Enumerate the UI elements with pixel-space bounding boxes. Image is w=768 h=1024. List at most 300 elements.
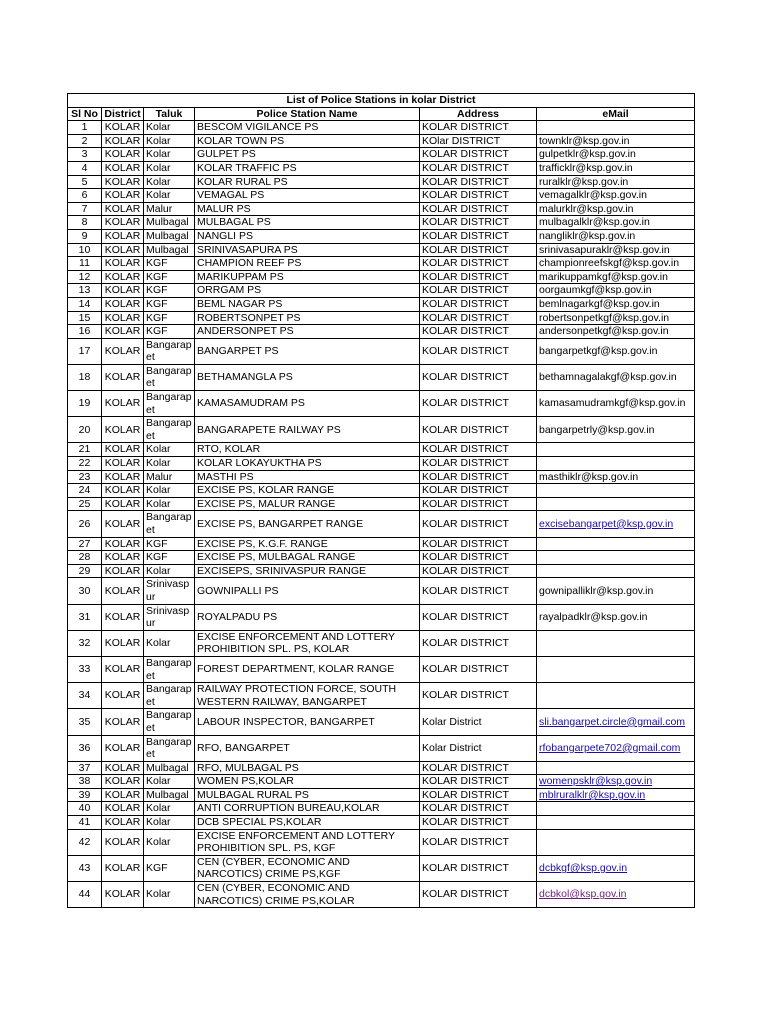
cell-taluk: Bangarapet [144,364,195,390]
cell-email [537,630,695,656]
cell-station-name: ORRGAM PS [195,284,420,298]
cell-station-name: EXCISE PS, MALUR RANGE [195,497,420,511]
table-row [68,325,695,339]
cell-sl-no: 9 [68,229,102,243]
cell-district: KOLAR [102,148,144,162]
table-row [68,578,695,604]
cell-address: KOLAR DISTRICT [420,656,537,682]
cell-email: robertsonpetkgf@ksp.gov.in [537,311,695,325]
cell-sl-no: 5 [68,175,102,189]
cell-email [537,775,695,789]
cell-email [537,564,695,578]
table-row [68,229,695,243]
table-row [68,630,695,656]
cell-email [537,537,695,551]
cell-station-name: EXCISE ENFORCEMENT AND LOTTERY PROHIBITION SPL. PS, KGF [195,829,420,855]
cell-taluk: Bangarapet [144,656,195,682]
cell-sl-no: 10 [68,243,102,257]
cell-sl-no: 32 [68,630,102,656]
cell-taluk: Mulbagal [144,229,195,243]
cell-address: KOLAR DISTRICT [420,391,537,417]
cell-sl-no: 35 [68,709,102,735]
cell-address: KOLAR DISTRICT [420,325,537,339]
table-row [68,484,695,498]
cell-taluk: Mulbagal [144,761,195,775]
table-row [68,802,695,816]
table-row [68,148,695,162]
cell-email: malurklr@ksp.gov.in [537,202,695,216]
cell-address: KOLAR DISTRICT [420,338,537,364]
table-row [68,161,695,175]
cell-address: KOLAR DISTRICT [420,537,537,551]
cell-district: KOLAR [102,161,144,175]
cell-sl-no: 2 [68,134,102,148]
cell-station-name: KOLAR RURAL PS [195,175,420,189]
cell-taluk: KGF [144,311,195,325]
cell-district: KOLAR [102,497,144,511]
cell-email: bangarpetkgf@ksp.gov.in [537,338,695,364]
cell-address: KOLAR DISTRICT [420,683,537,709]
cell-sl-no: 33 [68,656,102,682]
cell-district: KOLAR [102,656,144,682]
cell-address: KOLAR DISTRICT [420,189,537,203]
cell-sl-no: 14 [68,297,102,311]
cell-address: KOLAR DISTRICT [420,761,537,775]
cell-taluk: Kolar [144,443,195,457]
cell-email: bethamnagalakgf@ksp.gov.in [537,364,695,390]
cell-taluk: KGF [144,551,195,565]
cell-email: oorgaumkgf@ksp.gov.in [537,284,695,298]
cell-taluk: Bangarapet [144,338,195,364]
table-row [68,391,695,417]
cell-taluk: Bangarapet [144,683,195,709]
cell-sl-no: 17 [68,338,102,364]
cell-taluk: Kolar [144,457,195,471]
cell-email: masthiklr@ksp.gov.in [537,470,695,484]
cell-email [537,882,695,908]
cell-email: andersonpetkgf@ksp.gov.in [537,325,695,339]
cell-district: KOLAR [102,735,144,761]
cell-taluk: Mulbagal [144,216,195,230]
cell-taluk: Kolar [144,134,195,148]
cell-district: KOLAR [102,417,144,443]
table-row [68,882,695,908]
table-row [68,761,695,775]
cell-sl-no: 27 [68,537,102,551]
cell-address: KOLAR DISTRICT [420,788,537,802]
cell-taluk: Mulbagal [144,243,195,257]
cell-district: KOLAR [102,761,144,775]
cell-address: KOLAR DISTRICT [420,417,537,443]
cell-district: KOLAR [102,551,144,565]
cell-sl-no: 21 [68,443,102,457]
header-address: Address [420,107,537,121]
table-row [68,683,695,709]
cell-email: srinivasapuraklr@ksp.gov.in [537,243,695,257]
cell-email: vemagalklr@ksp.gov.in [537,189,695,203]
cell-address: KOLAR DISTRICT [420,551,537,565]
cell-station-name: EXCISE PS, BANGARPET RANGE [195,511,420,537]
table-row [68,338,695,364]
cell-sl-no: 30 [68,578,102,604]
cell-sl-no: 4 [68,161,102,175]
table-title: List of Police Stations in kolar District [68,94,695,108]
table-row [68,604,695,630]
cell-sl-no: 25 [68,497,102,511]
table-row [68,829,695,855]
cell-address: KOLAR DISTRICT [420,175,537,189]
cell-email [537,457,695,471]
cell-address: KOLAR DISTRICT [420,270,537,284]
cell-taluk: Malur [144,202,195,216]
cell-email: nangliklr@ksp.gov.in [537,229,695,243]
header-station-name: Police Station Name [195,107,420,121]
cell-email [537,855,695,881]
cell-station-name: KOLAR TOWN PS [195,134,420,148]
cell-taluk: KGF [144,325,195,339]
cell-taluk: KGF [144,284,195,298]
cell-district: KOLAR [102,604,144,630]
table-row [68,788,695,802]
cell-email [537,829,695,855]
cell-district: KOLAR [102,134,144,148]
cell-address: KOLAR DISTRICT [420,564,537,578]
cell-sl-no: 37 [68,761,102,775]
header-taluk: Taluk [144,107,195,121]
cell-sl-no: 41 [68,816,102,830]
cell-address: KOLAR DISTRICT [420,604,537,630]
cell-district: KOLAR [102,189,144,203]
cell-district: KOLAR [102,229,144,243]
cell-taluk: KGF [144,855,195,881]
cell-district: KOLAR [102,443,144,457]
cell-station-name: DCB SPECIAL PS,KOLAR [195,816,420,830]
cell-email: kamasamudramkgf@ksp.gov.in [537,391,695,417]
cell-taluk: KGF [144,270,195,284]
cell-address: KOLAR DISTRICT [420,855,537,881]
cell-address: Kolar District [420,735,537,761]
cell-sl-no: 23 [68,470,102,484]
email-link[interactable]: mblruralklr@ksp.gov.in [539,788,646,801]
cell-email [537,788,695,802]
cell-station-name: LABOUR INSPECTOR, BANGARPET [195,709,420,735]
cell-sl-no: 18 [68,364,102,390]
email-link[interactable]: rfobangarpete702@gmail.com [539,741,681,754]
cell-taluk: KGF [144,297,195,311]
cell-station-name: ROBERTSONPET PS [195,311,420,325]
cell-sl-no: 28 [68,551,102,565]
cell-station-name: KOLAR LOKAYUKTHA PS [195,457,420,471]
cell-email: gownipalliklr@ksp.gov.in [537,578,695,604]
cell-station-name: FOREST DEPARTMENT, KOLAR RANGE [195,656,420,682]
cell-district: KOLAR [102,284,144,298]
cell-email: townklr@ksp.gov.in [537,134,695,148]
cell-station-name: MASTHI PS [195,470,420,484]
cell-district: KOLAR [102,364,144,390]
cell-district: KOLAR [102,121,144,135]
cell-district: KOLAR [102,457,144,471]
cell-sl-no: 31 [68,604,102,630]
cell-address: KOLAR DISTRICT [420,497,537,511]
cell-email [537,484,695,498]
cell-station-name: EXCISEPS, SRINIVASPUR RANGE [195,564,420,578]
cell-district: KOLAR [102,325,144,339]
table-row [68,443,695,457]
cell-district: KOLAR [102,630,144,656]
header-row [68,107,695,121]
cell-sl-no: 38 [68,775,102,789]
cell-district: KOLAR [102,709,144,735]
cell-taluk: Kolar [144,497,195,511]
table-row [68,175,695,189]
cell-district: KOLAR [102,484,144,498]
cell-station-name: BANGARPET PS [195,338,420,364]
cell-sl-no: 42 [68,829,102,855]
cell-sl-no: 7 [68,202,102,216]
cell-sl-no: 24 [68,484,102,498]
cell-station-name: ROYALPADU PS [195,604,420,630]
cell-email: championreefskgf@ksp.gov.in [537,257,695,271]
cell-taluk: Bangarapet [144,735,195,761]
cell-station-name: NANGLI PS [195,229,420,243]
cell-district: KOLAR [102,829,144,855]
cell-address: Kolar District [420,709,537,735]
cell-taluk: Bangarapet [144,391,195,417]
cell-address: KOLAR DISTRICT [420,511,537,537]
table-row [68,457,695,471]
cell-address: KOLAR DISTRICT [420,630,537,656]
cell-station-name: MARIKUPPAM PS [195,270,420,284]
table-row [68,735,695,761]
cell-sl-no: 40 [68,802,102,816]
cell-taluk: Srinivaspur [144,578,195,604]
cell-sl-no: 12 [68,270,102,284]
cell-station-name: SRINIVASAPURA PS [195,243,420,257]
cell-station-name: MALUR PS [195,202,420,216]
police-stations-table [67,93,695,908]
cell-taluk: Kolar [144,630,195,656]
cell-sl-no: 43 [68,855,102,881]
cell-email: mulbagalklr@ksp.gov.in [537,216,695,230]
cell-sl-no: 16 [68,325,102,339]
cell-address: KOLAR DISTRICT [420,882,537,908]
cell-email [537,761,695,775]
cell-sl-no: 34 [68,683,102,709]
cell-district: KOLAR [102,391,144,417]
cell-email [537,802,695,816]
cell-address: KOLAR DISTRICT [420,216,537,230]
cell-station-name: BETHAMANGLA PS [195,364,420,390]
cell-station-name: WOMEN PS,KOLAR [195,775,420,789]
cell-district: KOLAR [102,311,144,325]
email-link[interactable]: womenpsklr@ksp.gov.in [539,775,653,788]
cell-sl-no: 20 [68,417,102,443]
cell-station-name: GOWNIPALLI PS [195,578,420,604]
table-row [68,202,695,216]
cell-address: KOLAR DISTRICT [420,470,537,484]
email-link[interactable]: sli.bangarpet.circle@gmail.com [539,715,686,728]
cell-address: KOlar DISTRICT [420,134,537,148]
cell-sl-no: 19 [68,391,102,417]
table-row [68,470,695,484]
table-row [68,417,695,443]
cell-station-name: CHAMPION REEF PS [195,257,420,271]
cell-taluk: Kolar [144,775,195,789]
cell-sl-no: 26 [68,511,102,537]
cell-district: KOLAR [102,216,144,230]
cell-taluk: Kolar [144,148,195,162]
cell-district: KOLAR [102,788,144,802]
cell-station-name: KOLAR TRAFFIC PS [195,161,420,175]
cell-station-name: RAILWAY PROTECTION FORCE, SOUTH WESTERN RAILWAY, BANGARPET [195,683,420,709]
cell-email: ruralklr@ksp.gov.in [537,175,695,189]
cell-district: KOLAR [102,564,144,578]
cell-station-name: RFO, BANGARPET [195,735,420,761]
table-row [68,551,695,565]
cell-address: KOLAR DISTRICT [420,443,537,457]
cell-district: KOLAR [102,257,144,271]
cell-taluk: Kolar [144,484,195,498]
table-row [68,497,695,511]
cell-address: KOLAR DISTRICT [420,243,537,257]
cell-district: KOLAR [102,578,144,604]
cell-address: KOLAR DISTRICT [420,284,537,298]
cell-taluk: Bangarapet [144,709,195,735]
cell-district: KOLAR [102,175,144,189]
cell-station-name: CEN (CYBER, ECONOMIC AND NARCOTICS) CRIME PS,KGF [195,855,420,881]
cell-email [537,683,695,709]
cell-email: trafficklr@ksp.gov.in [537,161,695,175]
cell-address: KOLAR DISTRICT [420,829,537,855]
cell-sl-no: 39 [68,788,102,802]
cell-email: marikuppamkgf@ksp.gov.in [537,270,695,284]
email-link[interactable]: dcbkol@ksp.gov.in [539,888,627,901]
cell-district: KOLAR [102,297,144,311]
cell-district: KOLAR [102,882,144,908]
header-email: eMail [537,107,695,121]
table-row [68,656,695,682]
cell-station-name: EXCISE PS, MULBAGAL RANGE [195,551,420,565]
cell-email: rayalpadklr@ksp.gov.in [537,604,695,630]
table-row [68,816,695,830]
cell-district: KOLAR [102,202,144,216]
cell-address: KOLAR DISTRICT [420,202,537,216]
cell-district: KOLAR [102,537,144,551]
cell-taluk: Kolar [144,802,195,816]
cell-sl-no: 6 [68,189,102,203]
cell-email [537,121,695,135]
cell-station-name: EXCISE PS, K.G.F. RANGE [195,537,420,551]
cell-taluk: Malur [144,470,195,484]
cell-taluk: Bangarapet [144,511,195,537]
cell-district: KOLAR [102,338,144,364]
table-row [68,243,695,257]
table-row [68,121,695,135]
cell-station-name: ANTI CORRUPTION BUREAU,KOLAR [195,802,420,816]
cell-email [537,656,695,682]
cell-email [537,511,695,537]
cell-email [537,497,695,511]
cell-email [537,735,695,761]
cell-taluk: Kolar [144,161,195,175]
table-row [68,511,695,537]
cell-address: KOLAR DISTRICT [420,775,537,789]
cell-district: KOLAR [102,855,144,881]
cell-station-name: ANDERSONPET PS [195,325,420,339]
cell-taluk: Kolar [144,564,195,578]
table-row [68,297,695,311]
cell-station-name: GULPET PS [195,148,420,162]
email-link[interactable]: excisebangarpet@ksp.gov.in [539,517,674,530]
cell-taluk: KGF [144,257,195,271]
cell-taluk: Mulbagal [144,788,195,802]
table-row [68,257,695,271]
cell-address: KOLAR DISTRICT [420,311,537,325]
cell-taluk: Kolar [144,829,195,855]
cell-sl-no: 8 [68,216,102,230]
cell-district: KOLAR [102,511,144,537]
cell-station-name: RTO, KOLAR [195,443,420,457]
table-row [68,134,695,148]
cell-sl-no: 15 [68,311,102,325]
cell-taluk: KGF [144,537,195,551]
cell-district: KOLAR [102,775,144,789]
table-row [68,189,695,203]
cell-station-name: CEN (CYBER, ECONOMIC AND NARCOTICS) CRIME PS,KOLAR [195,882,420,908]
cell-taluk: Kolar [144,121,195,135]
email-link[interactable]: dcbkgf@ksp.gov.in [539,862,628,875]
cell-taluk: Kolar [144,882,195,908]
cell-address: KOLAR DISTRICT [420,297,537,311]
cell-sl-no: 3 [68,148,102,162]
cell-district: KOLAR [102,470,144,484]
cell-sl-no: 11 [68,257,102,271]
cell-station-name: BEML NAGAR PS [195,297,420,311]
cell-station-name: EXCISE ENFORCEMENT AND LOTTERY PROHIBITION SPL. PS, KOLAR [195,630,420,656]
cell-address: KOLAR DISTRICT [420,802,537,816]
cell-district: KOLAR [102,270,144,284]
cell-station-name: EXCISE PS, KOLAR RANGE [195,484,420,498]
cell-district: KOLAR [102,243,144,257]
cell-taluk: Bangarapet [144,417,195,443]
cell-district: KOLAR [102,816,144,830]
cell-address: KOLAR DISTRICT [420,161,537,175]
cell-email: bangarpetrly@ksp.gov.in [537,417,695,443]
table-row [68,855,695,881]
cell-sl-no: 36 [68,735,102,761]
cell-address: KOLAR DISTRICT [420,484,537,498]
cell-sl-no: 29 [68,564,102,578]
cell-email [537,551,695,565]
cell-station-name: VEMAGAL PS [195,189,420,203]
header-district: District [102,107,144,121]
cell-taluk: Srinivaspur [144,604,195,630]
cell-sl-no: 22 [68,457,102,471]
table-row [68,311,695,325]
cell-station-name: KAMASAMUDRAM PS [195,391,420,417]
cell-taluk: Kolar [144,175,195,189]
cell-address: KOLAR DISTRICT [420,148,537,162]
cell-taluk: Kolar [144,816,195,830]
cell-station-name: RFO, MULBAGAL PS [195,761,420,775]
cell-email: gulpetklr@ksp.gov.in [537,148,695,162]
cell-email [537,443,695,457]
cell-district: KOLAR [102,802,144,816]
table-row [68,284,695,298]
cell-email [537,709,695,735]
cell-address: KOLAR DISTRICT [420,364,537,390]
cell-station-name: MULBAGAL PS [195,216,420,230]
